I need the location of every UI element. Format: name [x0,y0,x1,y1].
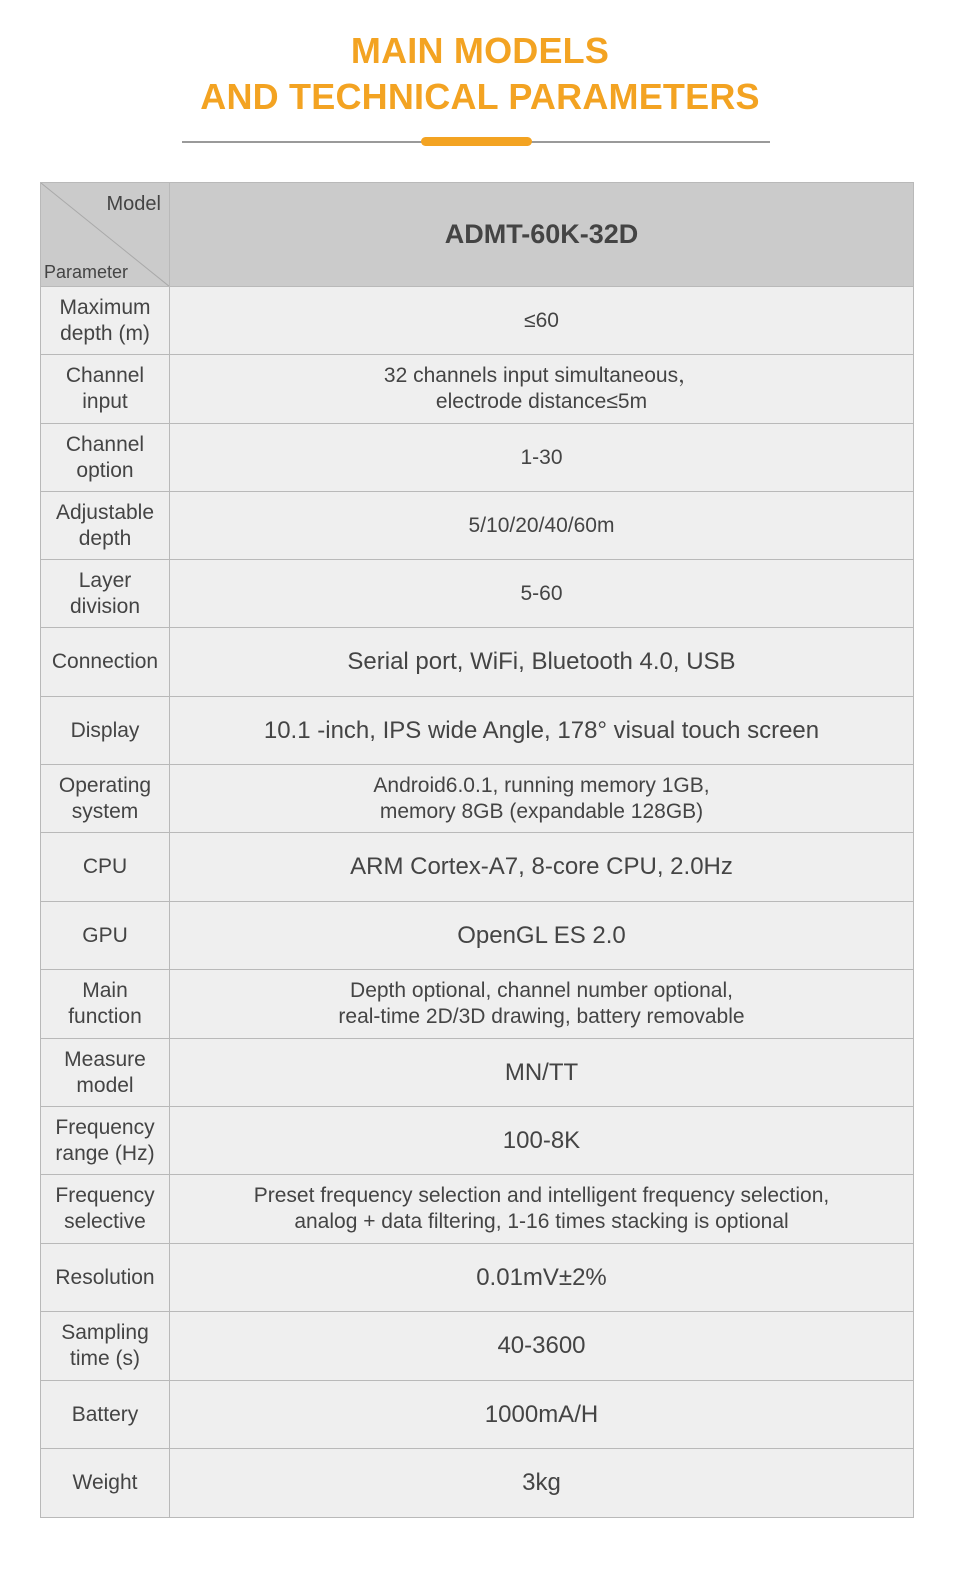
parameter-label-cell [41,1244,170,1312]
parameter-value-cell [170,765,914,833]
model-name-cell [170,183,914,287]
parameter-label: depth [78,526,132,550]
table-row [41,1381,914,1449]
parameter-value: electrode distance≤5m [435,390,648,413]
table-row [41,287,914,355]
parameter-value: 100-8K [502,1126,581,1154]
parameter-label: Channel [65,432,145,456]
parameter-value: Preset frequency selection and intelligent frequency selection, [253,1184,830,1207]
parameter-value: 1000mA/H [484,1400,599,1428]
parameter-label-cell [41,424,170,492]
table-row [41,355,914,424]
table-row [41,970,914,1039]
parameter-label: system [71,799,139,823]
parameter-label: Measure [64,1047,146,1071]
parameter-label: selective [64,1210,146,1233]
parameter-value: OpenGL ES 2.0 [457,921,626,949]
title-divider-accent [421,137,532,146]
parameter-label-cell [41,1381,170,1449]
parameter-value: memory 8GB (expandable 128GB) [379,799,704,823]
parameter-value: 10.1 -inch, IPS wide Angle, 178° visual touch screen [263,716,820,744]
parameter-label: Adjustable [55,500,155,524]
table-header-row [41,183,914,287]
parameter-value: real-time 2D/3D drawing, battery removable [338,1005,745,1028]
parameter-value: 1-30 [520,445,563,469]
table-row [41,765,914,833]
parameter-label: Channel [65,364,145,387]
parameter-label-cell [41,833,170,902]
parameter-label: Frequency [55,1184,155,1207]
parameter-value: 3kg [522,1469,561,1496]
parameter-value-cell [170,1312,914,1381]
parameter-value-cell [170,628,914,697]
parameter-value-cell [170,492,914,560]
parameter-label-cell [41,1039,170,1107]
parameter-value-cell [170,424,914,492]
corner-model-label: Model [106,193,161,215]
parameter-label: model [76,1073,134,1097]
spec-table [40,182,914,1518]
parameter-label-cell [41,492,170,560]
parameter-label: time (s) [70,1347,140,1370]
parameter-label: Display [70,718,140,742]
table-row [41,492,914,560]
parameter-label: Main [82,979,128,1002]
parameter-label: Connection [51,650,159,673]
table-row [41,560,914,628]
table-row [41,424,914,492]
parameter-label: function [68,1005,142,1028]
parameter-label-cell [41,1449,170,1518]
parameter-label-cell [41,560,170,628]
parameter-label: Layer [78,568,132,592]
table-row [41,1107,914,1175]
parameter-value: 5-60 [520,581,563,605]
page-title-line-2: AND TECHNICAL PARAMETERS [200,76,760,117]
parameter-value: Serial port, WiFi, Bluetooth 4.0, USB [347,648,736,675]
parameter-label-cell [41,1107,170,1175]
table-row [41,1312,914,1381]
parameter-label: GPU [82,923,128,947]
parameter-value-cell [170,1039,914,1107]
parameter-label-cell [41,765,170,833]
parameter-value: 5/10/20/40/60m [468,513,615,537]
parameter-value-cell [170,970,914,1039]
parameter-value-cell [170,902,914,970]
parameter-label-cell [41,287,170,355]
table-row [41,628,914,697]
parameter-value-cell [170,1381,914,1449]
parameter-label-cell [41,1312,170,1381]
table-row [41,1244,914,1312]
parameter-value: MN/TT [504,1058,579,1086]
parameter-value-cell [170,833,914,902]
parameter-value: 0.01mV±2% [476,1263,607,1291]
corner-header-cell [41,183,170,287]
parameter-label: option [76,458,134,482]
parameter-value: 32 channels input simultaneous， [383,364,700,387]
parameter-label: depth (m) [60,321,150,345]
parameter-value-cell [170,1107,914,1175]
table-row [41,833,914,902]
parameter-value: analog + data filtering, 1-16 times stacking is optional [294,1210,789,1233]
parameter-value: ARM Cortex-A7, 8-core CPU, 2.0Hz [350,853,733,880]
model-name: ADMT-60K-32D [444,219,639,249]
parameter-value-cell [170,697,914,765]
table-row [41,1039,914,1107]
parameter-label-cell [41,970,170,1039]
parameter-label: Maximum [59,295,151,319]
parameter-label-cell [41,902,170,970]
parameter-value-cell [170,1449,914,1518]
parameter-value-cell [170,560,914,628]
parameter-label: division [69,594,141,618]
table-row [41,902,914,970]
parameter-label: Battery [71,1402,139,1426]
corner-parameter-label: Parameter [44,262,129,282]
parameter-label: Weight [72,1471,138,1494]
parameter-label: range (Hz) [55,1141,155,1165]
parameter-value-cell [170,355,914,424]
parameter-value: ≤60 [524,308,559,332]
parameter-value: 40-3600 [497,1332,586,1359]
table-row [41,1449,914,1518]
page-title-line-1: MAIN MODELS [350,30,610,71]
parameter-label: Resolution [55,1265,155,1289]
parameter-label: input [82,390,128,413]
table-row [41,1175,914,1244]
parameter-value-cell [170,1244,914,1312]
parameter-value-cell [170,287,914,355]
parameter-label: Frequency [55,1115,155,1139]
parameter-label: Operating [58,773,152,797]
parameter-label-cell [41,697,170,765]
table-row [41,697,914,765]
parameter-label: CPU [82,855,128,878]
parameter-label-cell [41,628,170,697]
parameter-label: Sampling [61,1321,149,1344]
parameter-value: Android6.0.1, running memory 1GB, [373,773,710,797]
parameter-label-cell [41,355,170,424]
parameter-value: Depth optional, channel number optional, [350,979,733,1002]
parameter-value-cell [170,1175,914,1244]
parameter-label-cell [41,1175,170,1244]
